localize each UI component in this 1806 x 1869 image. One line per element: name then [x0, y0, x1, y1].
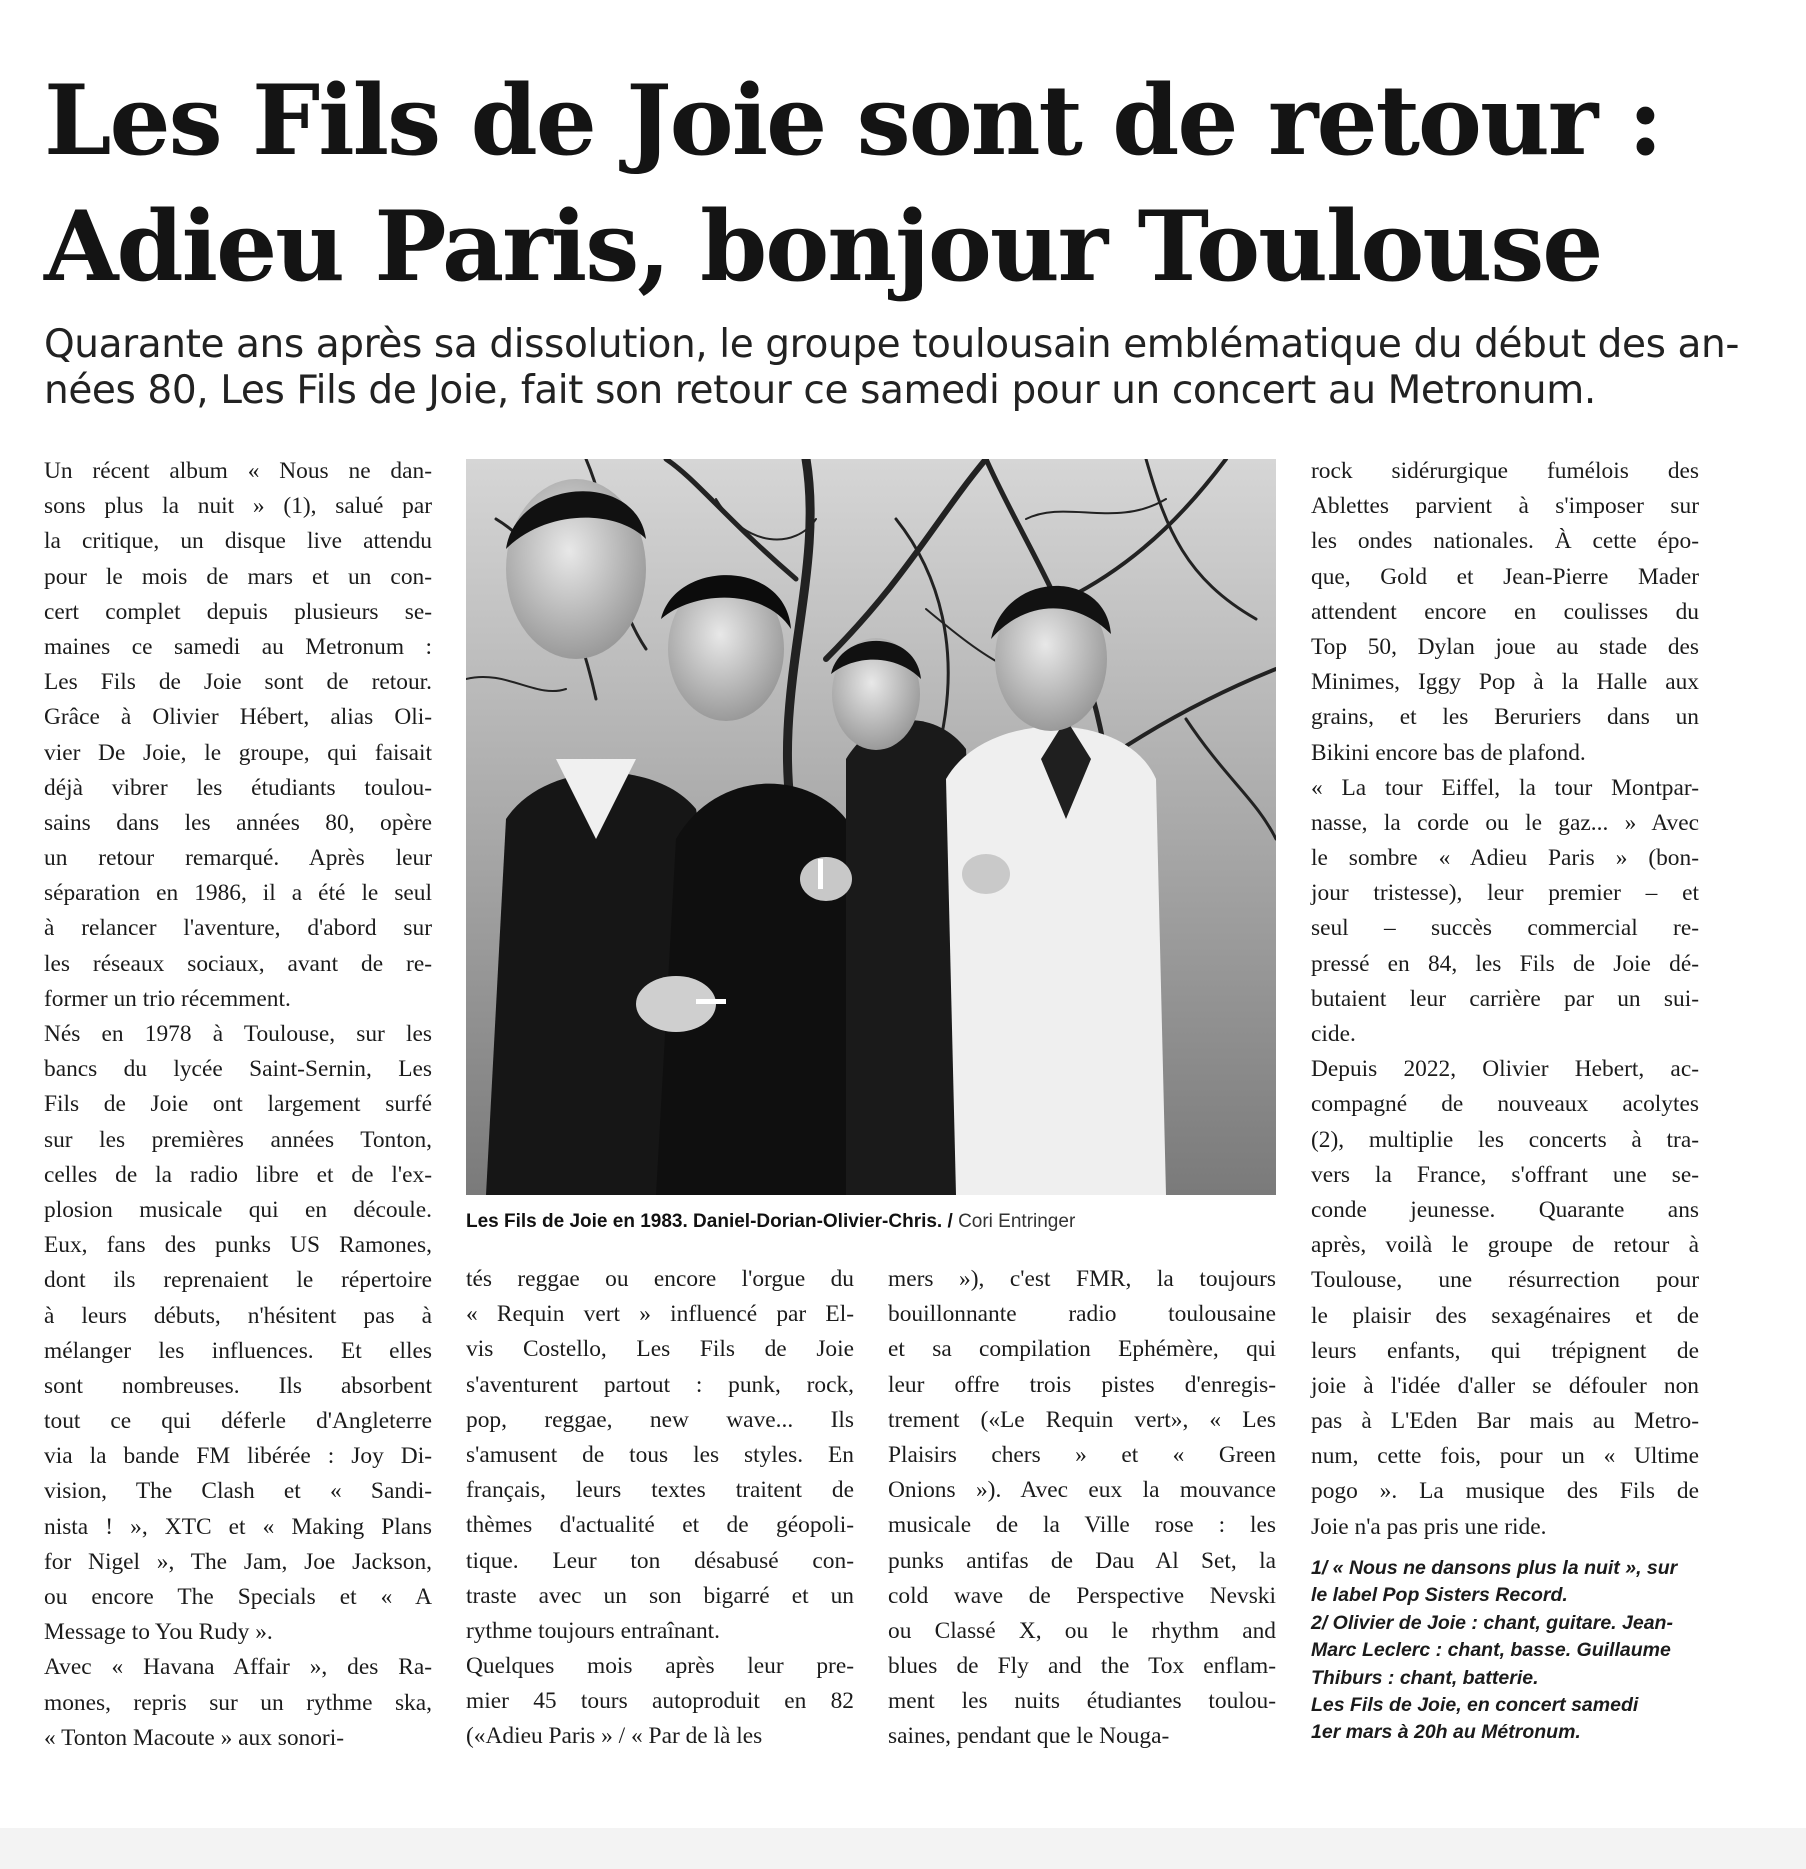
- standfirst-line-2: nées 80, Les Fils de Joie, fait son retour ce samedi pour un concert au Metronum.: [44, 368, 1596, 413]
- article-line: blues de Fly and the Tox enflam-: [888, 1653, 1276, 1680]
- article-line: sains dans les années 80, opère: [44, 809, 432, 836]
- article-line: compagné de nouveaux acolytes: [1311, 1091, 1699, 1118]
- article-line: saines, pendant que le Nouga-: [888, 1723, 1170, 1750]
- article-line: ment les nuits étudiantes toulou-: [888, 1688, 1276, 1715]
- headline-line-1: Les Fils de Joie sont de retour :: [44, 64, 1662, 177]
- photo-credit: Cori Entringer: [958, 1211, 1076, 1232]
- article-line: former un trio récemment.: [44, 985, 291, 1012]
- footnote-line: 1/ « Nous ne dansons plus la nuit », sur: [1311, 1557, 1678, 1579]
- footnotes: [1311, 1555, 1711, 1747]
- article-line: mier 45 tours autoproduit en 82: [466, 1688, 854, 1715]
- article-line: pogo ». La musique des Fils de: [1311, 1478, 1699, 1505]
- article-line: trement («Le Requin vert», « Les: [888, 1406, 1276, 1433]
- article-column-4: [1311, 454, 1699, 1545]
- article-line: leur offre trois pistes d'enregis-: [888, 1371, 1276, 1398]
- article-line: thèmes d'actualité et de géopoli-: [466, 1512, 854, 1539]
- article-line: le plaisir des sexagénaires et de: [1311, 1302, 1699, 1329]
- article-line: Toulouse, une résurrection pour: [1311, 1267, 1699, 1294]
- article-line: punks antifas de Dau Al Set, la: [888, 1547, 1276, 1574]
- article-line: rock sidérurgique fumélois des: [1311, 458, 1699, 484]
- footnote-line: 2/ Olivier de Joie : chant, guitare. Jean-: [1311, 1611, 1673, 1634]
- article-line: pop, reggae, new wave... Ils: [466, 1406, 854, 1433]
- article-line: (2), multiplie les concerts à tra-: [1311, 1126, 1699, 1153]
- band-photo-graphic: [466, 459, 1276, 1195]
- article-line: cide.: [1311, 1021, 1356, 1047]
- article-line: que, Gold et Jean-Pierre Mader: [1311, 563, 1699, 590]
- article-line: la critique, un disque live attendu: [44, 528, 432, 555]
- article-line: s'aventurent partout : punk, rock,: [466, 1371, 854, 1398]
- article-line: tés reggae ou encore l'orgue du: [466, 1266, 854, 1292]
- article-line: bancs du lycée Saint-Sernin, Les: [44, 1056, 432, 1083]
- article-line: mélanger les influences. Et elles: [44, 1337, 432, 1364]
- article-line: for Nigel », The Jam, Joe Jackson,: [44, 1548, 432, 1575]
- article-line: pour le mois de mars et un con-: [44, 563, 432, 590]
- article-line: musicale de la Ville rose : les: [888, 1512, 1276, 1539]
- article-line: leurs enfants, qui trépignent de: [1311, 1337, 1699, 1364]
- article-line: maines ce samedi au Metronum :: [44, 633, 432, 660]
- article-line: attendent encore en coulisses du: [1311, 598, 1699, 625]
- article-line: Bikini encore bas de plafond.: [1311, 739, 1586, 766]
- article-line: Nés en 1978 à Toulouse, sur les: [44, 1021, 432, 1047]
- footnote-line: le label Pop Sisters Record.: [1311, 1584, 1568, 1607]
- article-line: ou Classé X, ou le rhythm and: [888, 1617, 1276, 1644]
- article-line: nista ! », XTC et « Making Plans: [44, 1513, 432, 1540]
- article-line: Onions »). Avec eux la mouvance: [888, 1477, 1276, 1504]
- article-line: conde jeunesse. Quarante ans: [1311, 1196, 1699, 1223]
- article-line: celles de la radio libre et de l'ex-: [44, 1161, 432, 1188]
- article-line: s'amusent de tous les styles. En: [466, 1441, 854, 1468]
- article-line: traste avec un son bigarré et un: [466, 1582, 854, 1609]
- article-line: tique. Leur ton désabusé con-: [466, 1547, 854, 1574]
- article-line: via la bande FM libérée : Joy Di-: [44, 1443, 432, 1470]
- article-line: Message to You Rudy ».: [44, 1619, 273, 1646]
- article-line: « La tour Eiffel, la tour Montpar-: [1311, 774, 1699, 801]
- article-line: rythme toujours entraînant.: [466, 1617, 720, 1644]
- photo-caption: [466, 1211, 1276, 1233]
- bottom-strip: [0, 1828, 1806, 1869]
- article-line: vers la France, s'offrant une se-: [1311, 1161, 1699, 1188]
- article-line: Joie n'a pas pris une ride.: [1311, 1513, 1547, 1540]
- article-line: vier De Joie, le groupe, qui faisait: [44, 739, 432, 766]
- article-line: grains, et les Beruriers dans un: [1311, 704, 1699, 731]
- article-line: plosion musicale qui en découle.: [44, 1196, 432, 1223]
- article-column-3: [888, 1262, 1276, 1755]
- article-column-1: [44, 454, 432, 1756]
- article-line: les ondes nationales. À cette épo-: [1311, 528, 1699, 555]
- standfirst-line-1: Quarante ans après sa dissolution, le groupe toulousain emblématique du début des an-: [44, 322, 1740, 367]
- article-line: Plaisirs chers » et « Green: [888, 1441, 1276, 1468]
- article-line: sont nombreuses. Ils absorbent: [44, 1372, 432, 1399]
- article-line: joie à l'idée d'aller se défouler non: [1311, 1372, 1699, 1399]
- article-line: après, voilà le groupe de retour à: [1311, 1232, 1699, 1259]
- article-line: Eux, fans des punks US Ramones,: [44, 1232, 432, 1259]
- article-line: et sa compilation Ephémère, qui: [888, 1336, 1276, 1363]
- article-line: vis Costello, Les Fils de Joie: [466, 1336, 854, 1363]
- article-line: Les Fils de Joie sont de retour.: [44, 669, 432, 696]
- article-line: sur les premières années Tonton,: [44, 1126, 432, 1153]
- footnote-line: 1er mars à 20h au Métronum.: [1311, 1721, 1581, 1744]
- article-line: déjà vibrer les étudiants toulou-: [44, 774, 432, 801]
- article-line: pressé en 84, les Fils de Joie dé-: [1311, 950, 1699, 977]
- article-line: cert complet depuis plusieurs se-: [44, 598, 432, 625]
- article-line: mers »), c'est FMR, la toujours: [888, 1266, 1276, 1292]
- article-line: cold wave de Perspective Nevski: [888, 1582, 1276, 1609]
- article-line: à leurs débuts, n'hésitent pas à: [44, 1302, 432, 1329]
- article-line: « Requin vert » influencé par El-: [466, 1301, 854, 1328]
- article-column-2: [466, 1262, 854, 1755]
- article-line: Minimes, Iggy Pop à la Halle aux: [1311, 669, 1699, 696]
- footnote-line: Thiburs : chant, batterie.: [1311, 1666, 1539, 1689]
- article-line: tout ce qui déferle d'Angleterre: [44, 1408, 432, 1435]
- article-line: Grâce à Olivier Hébert, alias Oli-: [44, 704, 432, 731]
- caption-text: Les Fils de Joie en 1983. Daniel-Dorian-Olivier-Chris. /: [466, 1211, 953, 1232]
- article-line: Depuis 2022, Olivier Hebert, ac-: [1311, 1056, 1699, 1083]
- article-line: Un récent album « Nous ne dan-: [44, 458, 432, 484]
- headline-line-2: Adieu Paris, bonjour Toulouse: [44, 190, 1602, 303]
- article-line: Fils de Joie ont largement surfé: [44, 1091, 432, 1118]
- article-line: Quelques mois après leur pre-: [466, 1653, 854, 1680]
- article-line: mones, repris sur un rythme ska,: [44, 1689, 432, 1716]
- article-line: num, cette fois, pour un « Ultime: [1311, 1443, 1699, 1470]
- article-line: bouillonnante radio toulousaine: [888, 1301, 1276, 1328]
- footnote-line: Marc Leclerc : chant, basse. Guillaume: [1311, 1639, 1671, 1662]
- article-line: ou encore The Specials et « A: [44, 1584, 432, 1610]
- article-line: butaient leur carrière par un sui-: [1311, 985, 1699, 1012]
- article-line: Ablettes parvient à s'imposer sur: [1311, 493, 1699, 520]
- article-line: un retour remarqué. Après leur: [44, 845, 432, 872]
- article-line: vision, The Clash et « Sandi-: [44, 1478, 432, 1505]
- article-line: séparation en 1986, il a été le seul: [44, 880, 432, 907]
- article-line: («Adieu Paris » / « Par de là les: [466, 1723, 763, 1750]
- article-line: dont ils reprenaient le répertoire: [44, 1267, 432, 1294]
- article-line: nasse, la corde ou le gaz... » Avec: [1311, 809, 1699, 836]
- standfirst: [44, 322, 1740, 414]
- footnote-line: Les Fils de Joie, en concert samedi: [1311, 1694, 1639, 1717]
- article-line: sons plus la nuit » (1), salué par: [44, 493, 432, 520]
- article-line: pas à L'Eden Bar mais au Metro-: [1311, 1408, 1699, 1435]
- article-line: à relancer l'aventure, d'abord sur: [44, 915, 432, 942]
- article-line: les réseaux sociaux, avant de re-: [44, 950, 432, 977]
- headline: [44, 58, 1764, 310]
- article-line: Top 50, Dylan joue au stade des: [1311, 633, 1699, 660]
- article-line: Avec « Havana Affair », des Ra-: [44, 1654, 432, 1681]
- article-line: le sombre « Adieu Paris » (bon-: [1311, 845, 1699, 872]
- article-line: « Tonton Macoute » aux sonori-: [44, 1724, 345, 1751]
- article-line: jour tristesse), leur premier – et: [1311, 880, 1699, 907]
- band-photo: [466, 459, 1276, 1195]
- article-line: seul – succès commercial re-: [1311, 915, 1699, 942]
- article-line: français, leurs textes traitent de: [466, 1477, 854, 1504]
